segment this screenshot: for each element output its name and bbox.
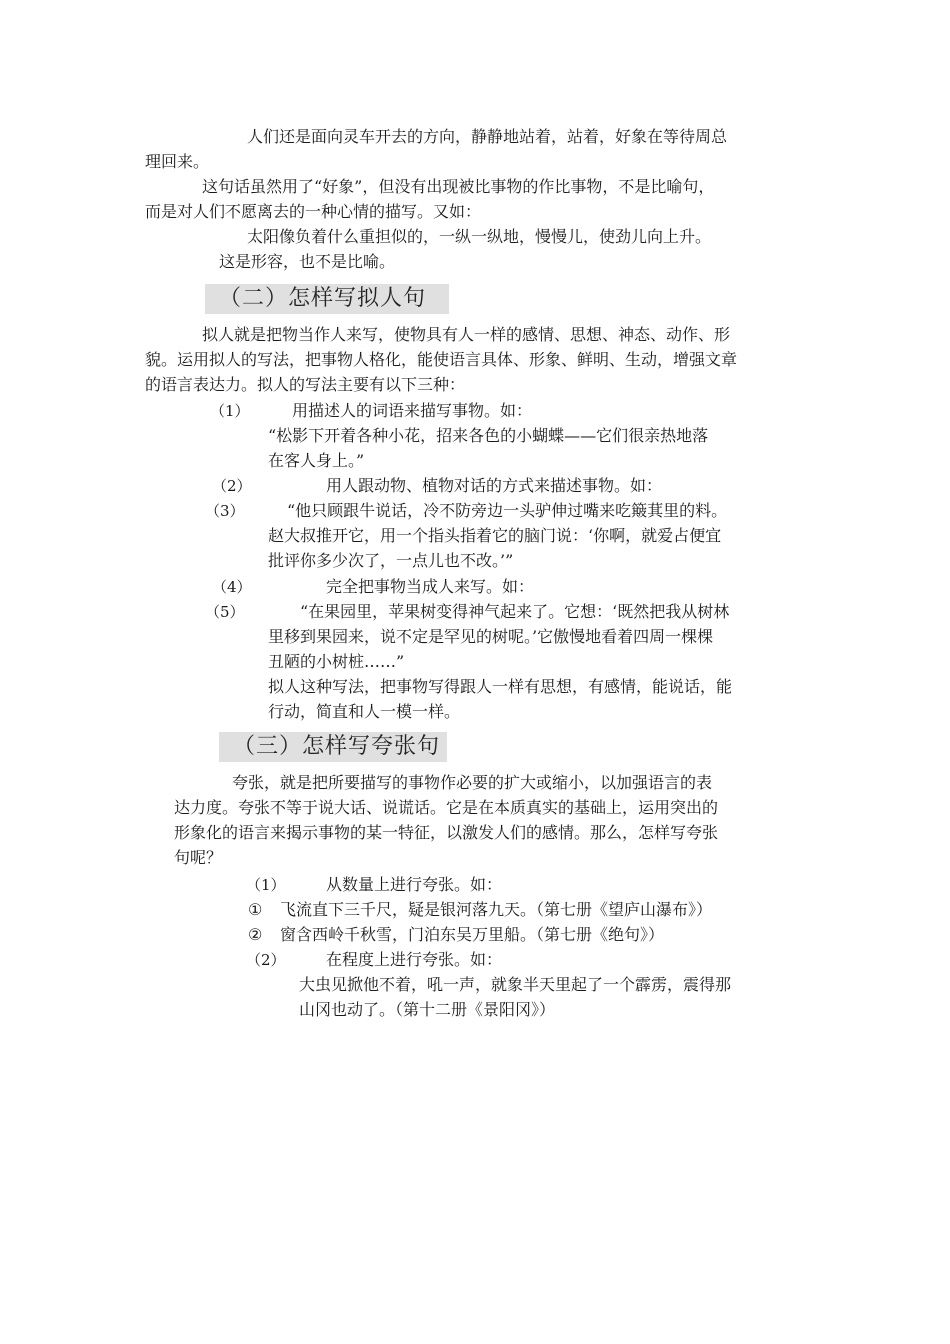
s3-list-number-1: （1） (246, 876, 286, 894)
s3-para-line-4: 句呢？ (174, 848, 223, 867)
s2-item-1: 用描述人的词语来描写事物。如： (292, 401, 533, 420)
section-heading-hyperbole: （三）怎样写夸张句 (219, 732, 447, 762)
s2-summary-line-1: 拟人这种写法，把事物写得跟人一样有思想，有感情，能说话，能 (268, 677, 733, 696)
s3-item-1: 从数量上进行夸张。如： (326, 875, 503, 894)
s2-example-2-line-2: 赵大叔推开它，用一个指头指着它的脑门说：‘你啊，就爱占便宜 (268, 526, 722, 545)
section-heading-personification: （二）怎样写拟人句 (205, 284, 449, 314)
s2-example-1-line-2: 在客人身上。” (268, 451, 365, 470)
s3-example-2: 窗含西岭千秋雪，门泊东吴万里船。（第七册《绝句》） (280, 925, 665, 944)
s2-list-number-2: （2） (212, 477, 252, 495)
s2-para-line-2: 貌。运用拟人的写法，把事物人格化，能使语言具体、形象、鲜明、生动，增强文章 (145, 350, 738, 369)
s3-item-2: 在程度上进行夸张。如： (326, 950, 503, 969)
s3-circled-number-2: ② (248, 925, 263, 944)
s2-example-2-line-1: “他只顾跟牛说话，冷不防旁边一头驴伸过嘴来吃簸萁里的料。 (287, 501, 728, 520)
s2-list-number-4: （4） (212, 578, 252, 596)
s3-circled-number-1: ① (248, 900, 263, 919)
s3-example-1: 飞流直下三千尺，疑是银河落九天。（第七册《望庐山瀑布》） (280, 900, 713, 919)
intro-line-5: 太阳像负着什么重担似的，一纵一纵地，慢慢儿，使劲儿向上升。 (247, 227, 712, 246)
intro-line-1: 人们还是面向灵车开去的方向，静静地站着，站着，好象在等待周总 (247, 127, 728, 146)
s2-para-line-3: 的语言表达力。拟人的写法主要有以下三种： (145, 375, 466, 394)
s2-item-4: 完全把事物当成人来写。如： (326, 577, 535, 596)
intro-line-4: 而是对人们不愿离去的一种心情的描写。又如： (145, 202, 482, 221)
s2-example-2-line-3: 批评你多少次了，一点儿也不改。’” (268, 551, 514, 570)
s3-para-line-1: 夸张，就是把所要描写的事物作必要的扩大或缩小，以加强语言的表 (232, 773, 713, 792)
s3-para-line-2: 达力度。夸张不等于说大话、说谎话。它是在本质真实的基础上，运用突出的 (174, 798, 719, 817)
intro-line-6: 这是形容，也不是比喻。 (219, 252, 396, 271)
s3-para-line-3: 形象化的语言来揭示事物的某一特征，以激发人们的感情。那么，怎样写夸张 (174, 823, 719, 842)
s3-list-number-2: （2） (246, 951, 286, 969)
s2-example-3-line-3: 丑陋的小树桩……” (268, 652, 405, 671)
s2-example-3-line-1: “在果园里，苹果树变得神气起来了。它想：‘既然把我从树林 (300, 602, 730, 621)
s2-example-1-line-1: “松影下开着各种小花，招来各色的小蝴蝶——它们很亲热地落 (268, 426, 709, 445)
s2-summary-line-2: 行动，简直和人一模一样。 (268, 702, 461, 721)
s2-list-number-1: （1） (210, 402, 250, 420)
s2-list-number-5: （5） (205, 603, 245, 621)
s2-list-number-3: （3） (205, 502, 245, 520)
s2-example-3-line-2: 里移到果园来，说不定是罕见的树呢。’它傲慢地看着四周一棵棵 (268, 627, 714, 646)
s3-example-3-line-2: 山冈也动了。（第十二册《景阳冈》） (299, 1000, 556, 1019)
s2-item-2: 用人跟动物、植物对话的方式来描述事物。如： (326, 476, 663, 495)
s2-para-line-1: 拟人就是把物当作人来写，使物具有人一样的感情、思想、神态、动作、形 (202, 325, 731, 344)
intro-line-3: 这句话虽然用了“好象”，但没有出现被比事物的作比事物，不是比喻句， (202, 177, 715, 196)
s3-example-3-line-1: 大虫见掀他不着，吼一声，就象半天里起了一个霹雳，震得那 (299, 975, 732, 994)
intro-line-2: 理回来。 (145, 152, 210, 171)
